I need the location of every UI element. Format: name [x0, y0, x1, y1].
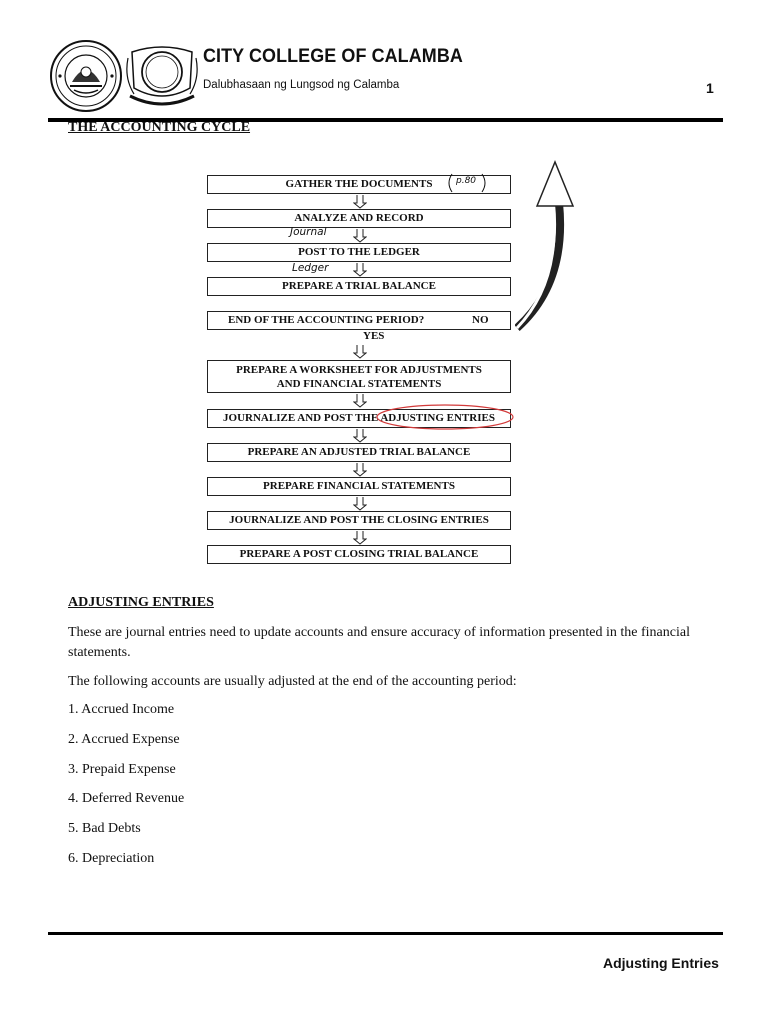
step-trial-balance [207, 277, 511, 296]
step-worksheet [207, 360, 511, 393]
step-adjusted-trial-balance [207, 443, 511, 462]
step-label: PREPARE A WORKSHEET FOR ADJUSTMENTS [236, 364, 482, 376]
step-label: AND FINANCIAL STATEMENTS [276, 378, 442, 390]
college-crest-logo [124, 38, 200, 114]
down-arrow-icon [353, 463, 367, 477]
red-circle-annotation [374, 402, 516, 432]
page-ref-note: p.80 [456, 176, 477, 186]
step-label: PREPARE AN ADJUSTED TRIAL BALANCE [247, 446, 471, 458]
step-post-closing-trial-balance [207, 545, 511, 564]
list-item: 1. Accrued Income [68, 702, 175, 717]
college-subtitle: Dalubhasaan ng Lungsod ng Calamba [203, 79, 400, 91]
section-title-adjusting-entries: ADJUSTING ENTRIES [68, 595, 214, 610]
college-name: CITY COLLEGE OF CALAMBA [203, 45, 463, 67]
intro-paragraph: These are journal entries need to update accounts and ensure accuracy of information presented in the financial statements. [68, 625, 690, 660]
down-arrow-icon [353, 263, 367, 277]
step-label: POST TO THE LEDGER [298, 246, 420, 258]
footer-title: Adjusting Entries [603, 955, 719, 971]
step-label: JOURNALIZE AND POST THE CLOSING ENTRIES [229, 514, 489, 526]
list-item: 5. Bad Debts [68, 821, 141, 836]
list-item: 3. Prepaid Expense [68, 762, 176, 777]
no-label: NO [472, 314, 489, 326]
step-label: ANALYZE AND RECORD [294, 212, 424, 224]
step-financial-statements [207, 477, 511, 496]
step-label: PREPARE FINANCIAL STATEMENTS [263, 480, 455, 492]
down-arrow-icon [353, 429, 367, 443]
step-analyze-record [207, 209, 511, 228]
step-post-ledger [207, 243, 511, 262]
step-label: PREPARE A POST CLOSING TRIAL BALANCE [239, 548, 479, 560]
down-arrow-icon [353, 497, 367, 511]
accounts-intro-paragraph: The following accounts are usually adjusted at the end of the accounting period: [68, 674, 517, 689]
down-arrow-icon [353, 229, 367, 243]
step-label: PREPARE A TRIAL BALANCE [282, 280, 436, 292]
step-closing-entries [207, 511, 511, 530]
journal-note: Journal [290, 226, 327, 238]
page-number: 1 [706, 80, 714, 96]
down-arrow-icon [353, 531, 367, 545]
step-label: JOURNALIZE AND POST THE ADJUSTING ENTRIES [223, 412, 495, 424]
down-arrow-icon [353, 345, 367, 359]
yes-label: YES [363, 330, 385, 342]
city-seal-logo [48, 38, 124, 114]
down-arrow-icon [353, 195, 367, 209]
list-item: 2. Accrued Expense [68, 732, 180, 747]
list-item: 4. Deferred Revenue [68, 791, 185, 806]
step-end-of-period [207, 311, 511, 330]
footer-divider [48, 932, 723, 935]
loop-back-arrow-icon [515, 158, 575, 333]
down-arrow-icon [353, 394, 367, 408]
ledger-note: Ledger [292, 262, 329, 274]
step-label: GATHER THE DOCUMENTS [285, 178, 433, 190]
step-label: END OF THE ACCOUNTING PERIOD? [228, 314, 425, 326]
list-item: 6. Depreciation [68, 851, 155, 866]
section-title-accounting-cycle: THE ACCOUNTING CYCLE [68, 120, 251, 135]
